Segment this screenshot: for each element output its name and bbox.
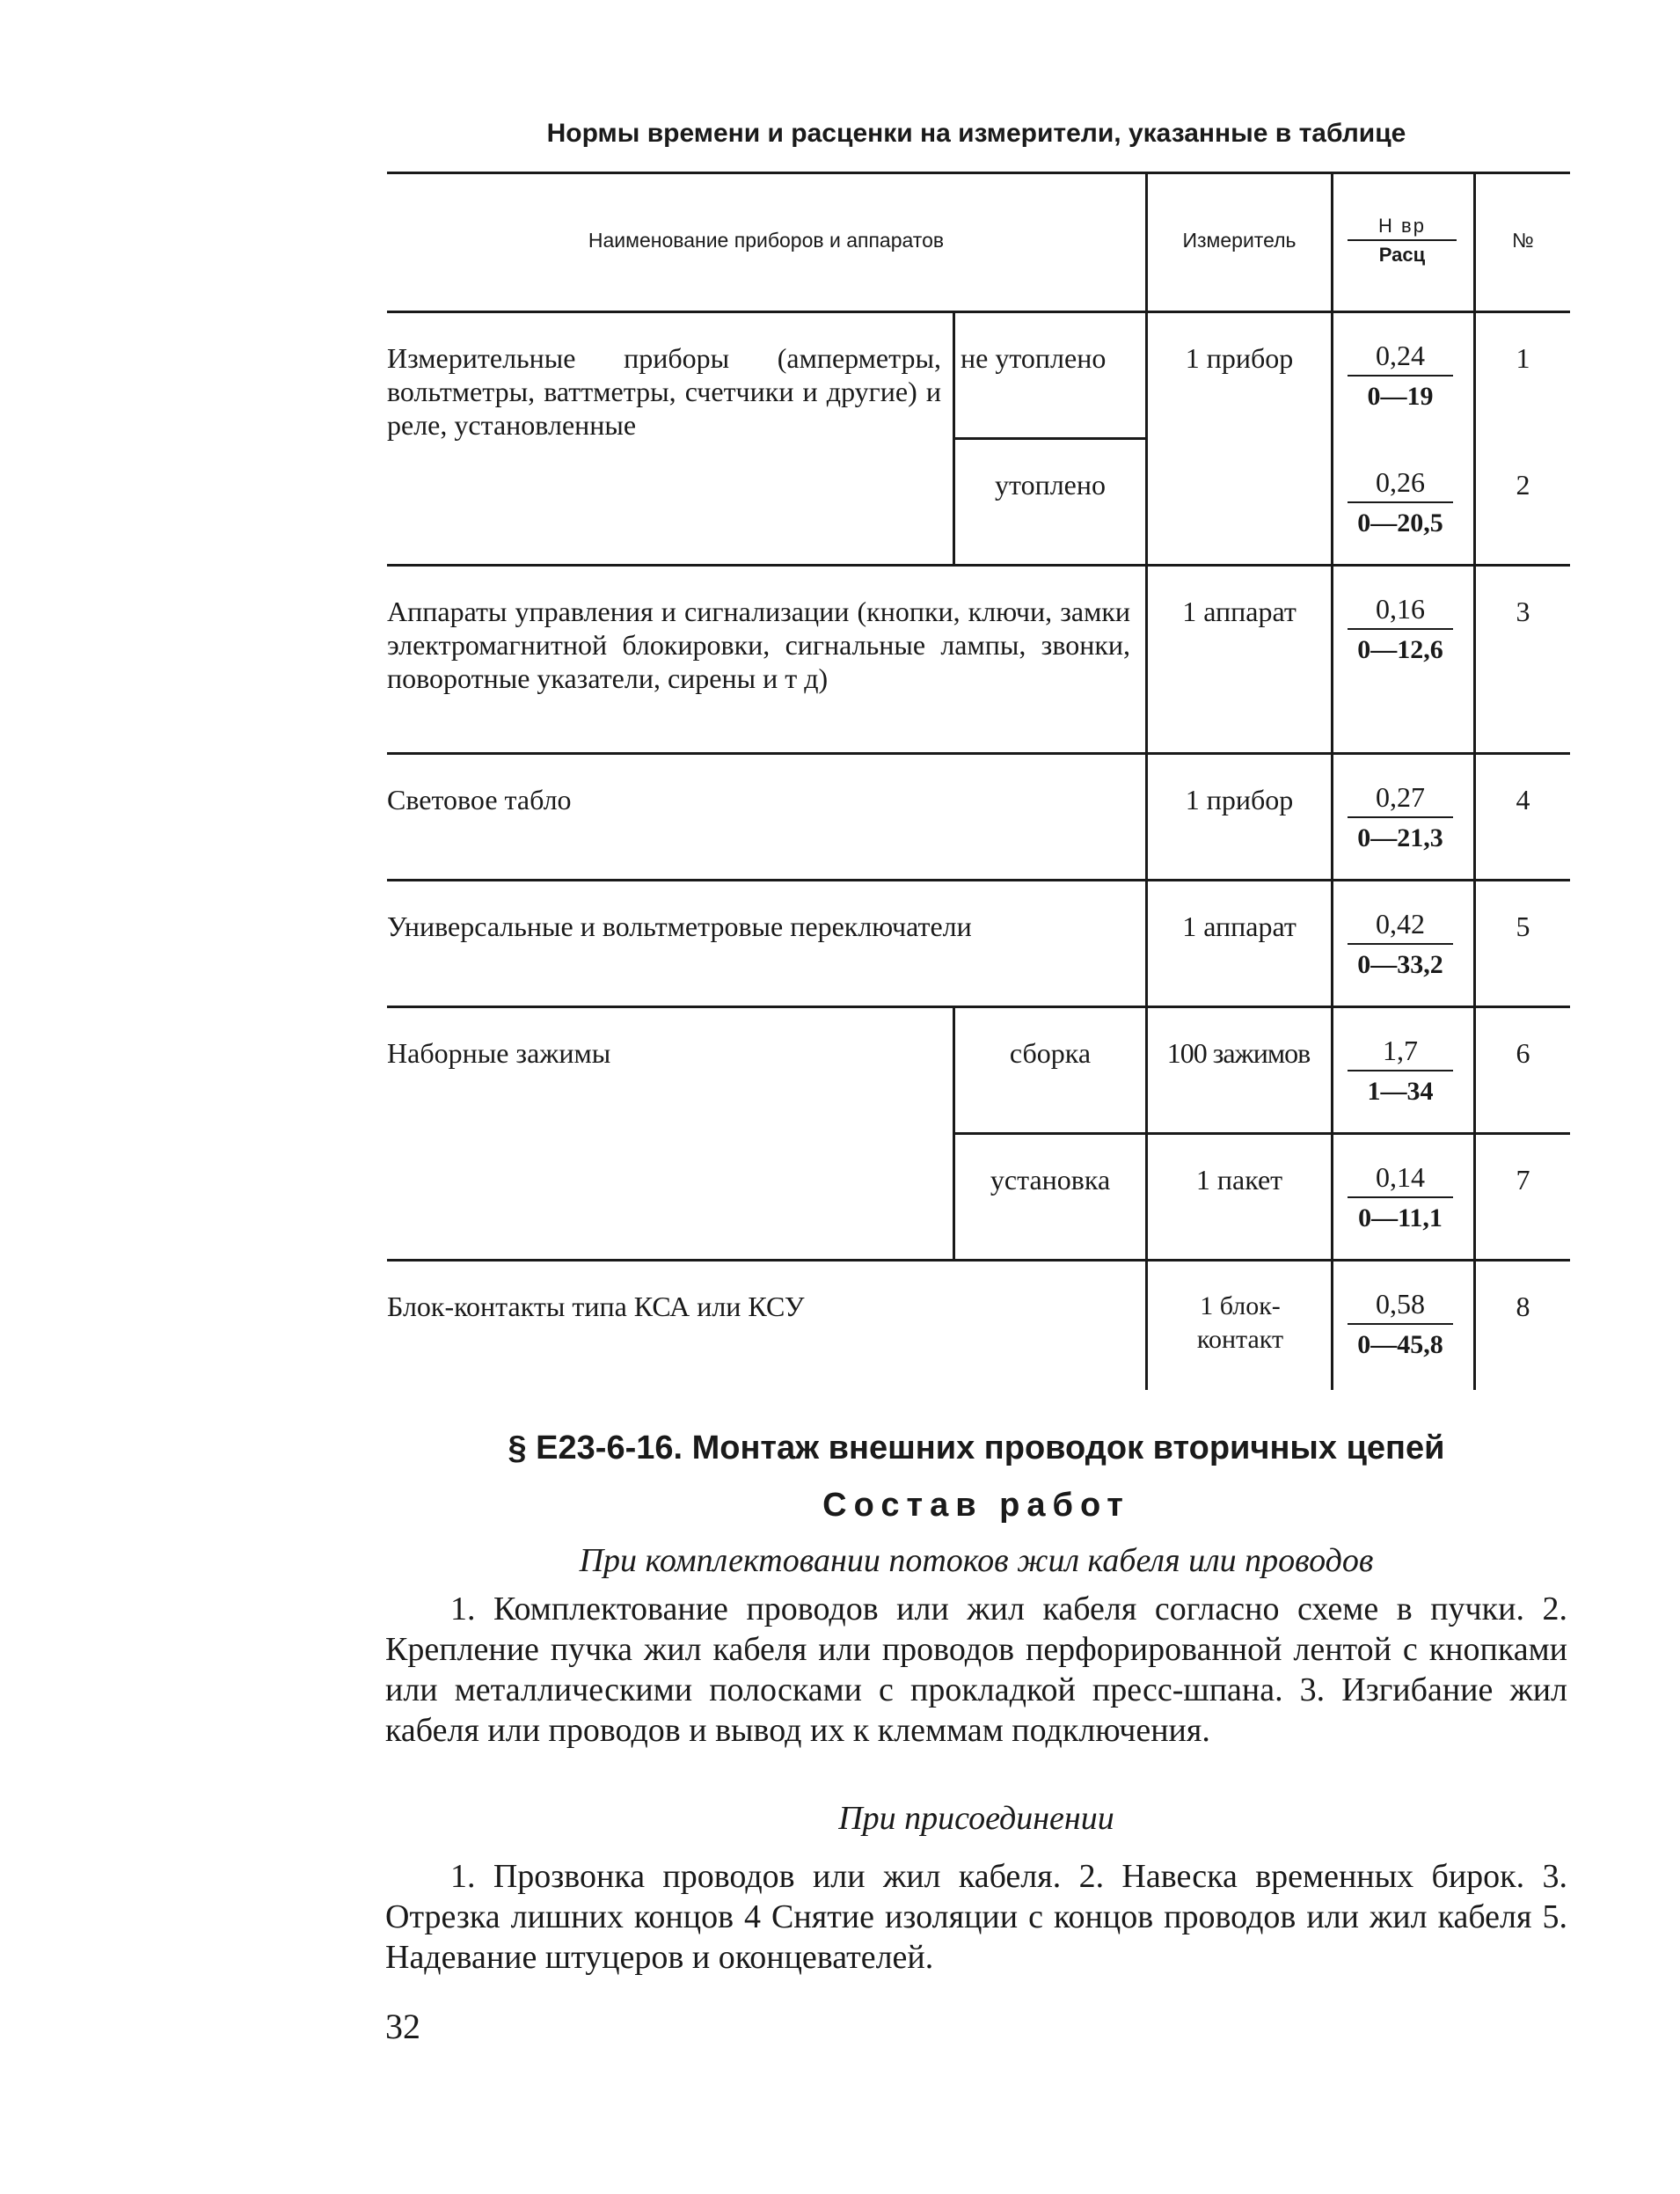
row-5-rate: 0—33,2 <box>1357 950 1443 979</box>
row-7-no: 7 <box>1516 1164 1530 1196</box>
row-1-unit: 1 прибор <box>1185 342 1294 374</box>
page-number: 32 <box>385 2007 420 2046</box>
row-1-no: 1 <box>1516 342 1530 374</box>
row-2-time: 0,26 <box>1348 464 1453 503</box>
row-3-time: 0,16 <box>1348 591 1453 630</box>
row-6-no: 6 <box>1516 1037 1530 1069</box>
row-5-time: 0,42 <box>1348 906 1453 945</box>
row-2-rate: 0—20,5 <box>1357 508 1443 538</box>
row-3-no: 3 <box>1516 596 1530 627</box>
row-4-unit: 1 прибор <box>1185 784 1294 815</box>
subheading-1: При комплектовании потоков жил кабеля или проводов <box>579 1542 1374 1579</box>
row-4-no: 4 <box>1516 784 1530 815</box>
row-7-time: 0,14 <box>1348 1159 1453 1198</box>
header-number: № <box>1512 229 1534 252</box>
row-3-unit: 1 аппарат <box>1182 596 1297 627</box>
row-6-unit: 100 зажимов <box>1166 1037 1311 1069</box>
section-subtitle: Состав работ <box>822 1487 1130 1524</box>
row-6-name: Наборные зажимы <box>387 1037 611 1069</box>
row-7-unit: 1 пакет <box>1195 1164 1283 1196</box>
paragraph-1: 1. Комплектование проводов или жил кабеля согласно схеме в пучки. 2. Крепление пучка жил кабеля или проводов перфорированной лентой с кнопками или металлическими полосками с прокладкой пресс-шпана. 3. Изгибание жил кабеля или проводов и вывод их к клеммам подключения. <box>385 1591 1567 1749</box>
row-5-name: Универсальные и вольтметровые переключатели <box>387 911 972 942</box>
table-caption: Нормы времени и расценки на измерители, указанные в таблице <box>546 119 1406 148</box>
header-unit: Измеритель <box>1182 229 1297 252</box>
row-6-norm <box>1348 1033 1453 1109</box>
row-5-norm <box>1348 906 1453 983</box>
row-8-no: 8 <box>1516 1291 1530 1322</box>
row-6-time: 1,7 <box>1348 1033 1453 1071</box>
row-4-norm <box>1348 779 1453 856</box>
header-rate: Расц <box>1378 244 1426 266</box>
row-1-norm <box>1348 338 1453 414</box>
row-6-rate: 1—34 <box>1367 1077 1434 1106</box>
row-8-unit: 1 блок-контакт <box>1196 1291 1284 1354</box>
subheading-2: При присоединении <box>838 1800 1114 1837</box>
row-8-rate: 0—45,8 <box>1357 1330 1443 1359</box>
row-4-name: Световое табло <box>387 784 572 815</box>
row-1-time: 0,24 <box>1348 338 1453 377</box>
row-4-time: 0,27 <box>1348 779 1453 818</box>
header-norm: Н вр <box>1348 215 1457 241</box>
row-4-rate: 0—21,3 <box>1357 823 1443 852</box>
row-8-time: 0,58 <box>1348 1286 1453 1325</box>
section-title: § Е23-6-16. Монтаж внешних проводок вторичных цепей <box>508 1430 1445 1466</box>
row-5-unit: 1 аппарат <box>1182 911 1297 942</box>
row-5-no: 5 <box>1516 911 1530 942</box>
row-1-rate: 0—19 <box>1367 382 1434 411</box>
paragraph-2: 1. Прозвонка проводов или жил кабеля. 2. Навеска временных бирок. 3. Отрезка лишних концов 4 Снятие изоляции с концов проводов или жил кабеля 5. Надевание штуцеров и оконцевателей. <box>385 1858 1567 1976</box>
header-norm-fraction <box>1348 215 1457 267</box>
row-8-name: Блок-контакты типа КСА или КСУ <box>387 1291 805 1322</box>
row-6-sub: сборка <box>1009 1037 1092 1069</box>
row-3-name: Аппараты управления и сигнализации (кнопки, ключи, замки электромагнитной блокировки, сигнальные лампы, звонки, поворотные указатели, сирены и т д) <box>387 596 1130 694</box>
row-8-norm <box>1348 1286 1453 1363</box>
row-1-sub: не утоплено <box>961 342 1107 374</box>
header-name: Наименование приборов и аппаратов <box>588 229 945 252</box>
row-2-sub: утоплено <box>995 469 1106 501</box>
row-2-no: 2 <box>1516 469 1530 501</box>
row-3-rate: 0—12,6 <box>1357 635 1443 664</box>
row-7-norm <box>1348 1159 1453 1236</box>
row-7-sub: установка <box>990 1164 1111 1196</box>
row-7-rate: 0—11,1 <box>1358 1203 1443 1232</box>
row-2-norm <box>1348 464 1453 541</box>
row-3-norm <box>1348 591 1453 668</box>
row-1-name: Измерительные приборы (амперметры, вольтметры, ваттметры, счетчики и другие) и реле, установленные <box>387 342 941 441</box>
